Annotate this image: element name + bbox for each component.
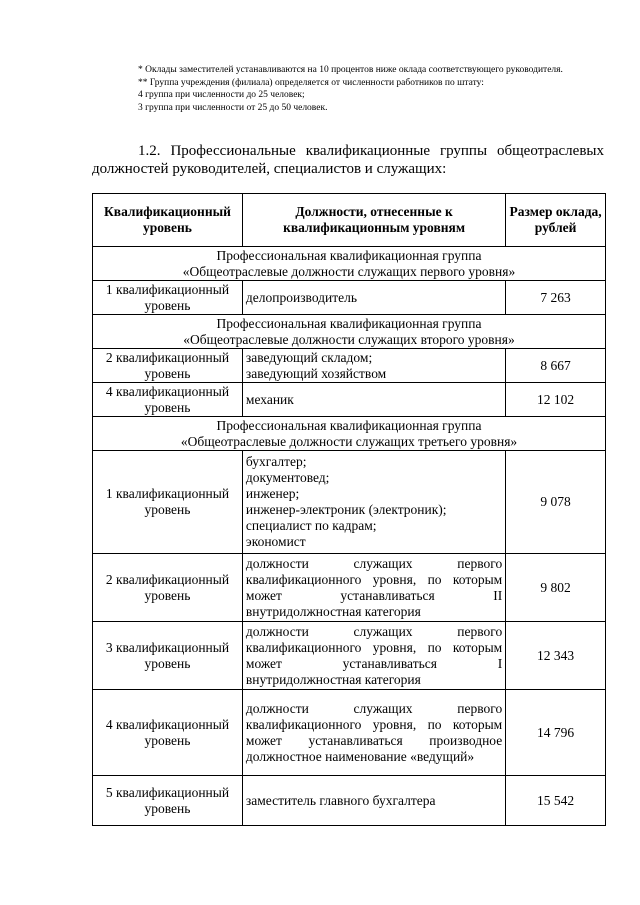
group-title-line-1: Профессиональная квалификационная группа: [216, 247, 482, 263]
level-cell: 2 квалификационный уровень: [93, 554, 243, 622]
table-row: [93, 451, 606, 554]
header-salary: Размер оклада, рублей: [506, 194, 606, 247]
table-row: [93, 690, 606, 776]
position-line: специалист по кадрам;: [245, 518, 377, 533]
group-title-line-2: «Общеотраслевые должности служащих второго уровня»: [183, 331, 515, 347]
footnote-2: ** Группа учреждения (филиала) определяется от численности работников по штату:: [138, 77, 484, 88]
salary-table: [92, 193, 606, 826]
table-row: [93, 776, 606, 826]
footnote-4: 3 группа при численности от 25 до 50 человек.: [138, 102, 328, 113]
group-header-row: [93, 247, 606, 281]
group-title-line-2: «Общеотраслевые должности служащих третьего уровня»: [180, 433, 518, 449]
footnote-1: * Оклады заместителей устанавливаются на 10 процентов ниже оклада соответствующего руководителя.: [138, 65, 563, 75]
positions-cell: механик: [242, 383, 505, 417]
table-row: [93, 349, 606, 383]
group-title-line-2: «Общеотраслевые должности служащих первого уровня»: [182, 263, 516, 279]
footnote-3: 4 группа при численности до 25 человек;: [138, 90, 305, 100]
position-line: заведующий хозяйством: [245, 365, 387, 381]
positions-cell: [242, 349, 505, 383]
salary-cell: 15 542: [506, 776, 606, 826]
positions-cell: делопроизводитель: [242, 281, 505, 315]
position-line: экономист: [245, 534, 306, 549]
salary-cell: 14 796: [506, 690, 606, 776]
positions-cell: должности служащих первого квалификационного уровня, по которым может устанавливаться II внутридолжностная категория: [242, 554, 505, 622]
level-cell: 4 квалификационный уровень: [93, 690, 243, 776]
salary-cell: 12 102: [506, 383, 606, 417]
table-row: [93, 281, 606, 315]
level-cell: 3 квалификационный уровень: [93, 622, 243, 690]
table-row: [93, 383, 606, 417]
positions-cell: заместитель главного бухгалтера: [242, 776, 505, 826]
level-cell: 1 квалификационный уровень: [93, 451, 243, 554]
table-header-row: [93, 194, 606, 247]
table-row: [93, 554, 606, 622]
position-line: инженер;: [245, 486, 300, 501]
header-level: Квалификационный уровень: [93, 194, 243, 247]
level-cell: 1 квалификационный уровень: [93, 281, 243, 315]
salary-cell: 12 343: [506, 622, 606, 690]
group-title-line-1: Профессиональная квалификационная группа: [216, 315, 482, 331]
section-heading: 1.2. Профессиональные квалификационные группы общеотраслевых должностей руководителей, специалистов и служащих:: [92, 143, 604, 177]
table-row: [93, 622, 606, 690]
group-title: [93, 315, 606, 349]
level-cell: 2 квалификационный уровень: [93, 349, 243, 383]
footnotes: [92, 64, 606, 114]
positions-cell: должности служащих первого квалификационного уровня, по которым может устанавливаться производное должностное наименование «ведущий»: [242, 690, 505, 776]
header-positions: Должности, отнесенные к квалификационным уровням: [242, 194, 505, 247]
positions-cell: должности служащих первого квалификационного уровня, по которым может устанавливаться I внутридолжностная категория: [242, 622, 505, 690]
positions-cell: [242, 451, 505, 554]
group-title: [93, 417, 606, 451]
position-line: бухгалтер;: [245, 454, 307, 469]
level-cell: 4 квалификационный уровень: [93, 383, 243, 417]
salary-cell: 9 078: [506, 451, 606, 554]
salary-cell: 7 263: [506, 281, 606, 315]
group-title: [93, 247, 606, 281]
salary-cell: 8 667: [506, 349, 606, 383]
position-line: заведующий складом;: [245, 349, 373, 365]
group-title-line-1: Профессиональная квалификационная группа: [216, 417, 482, 433]
level-cell: 5 квалификационный уровень: [93, 776, 243, 826]
group-header-row: [93, 417, 606, 451]
group-header-row: [93, 315, 606, 349]
position-line: документовед;: [245, 470, 330, 485]
position-line: инженер-электроник (электроник);: [245, 502, 447, 517]
salary-cell: 9 802: [506, 554, 606, 622]
